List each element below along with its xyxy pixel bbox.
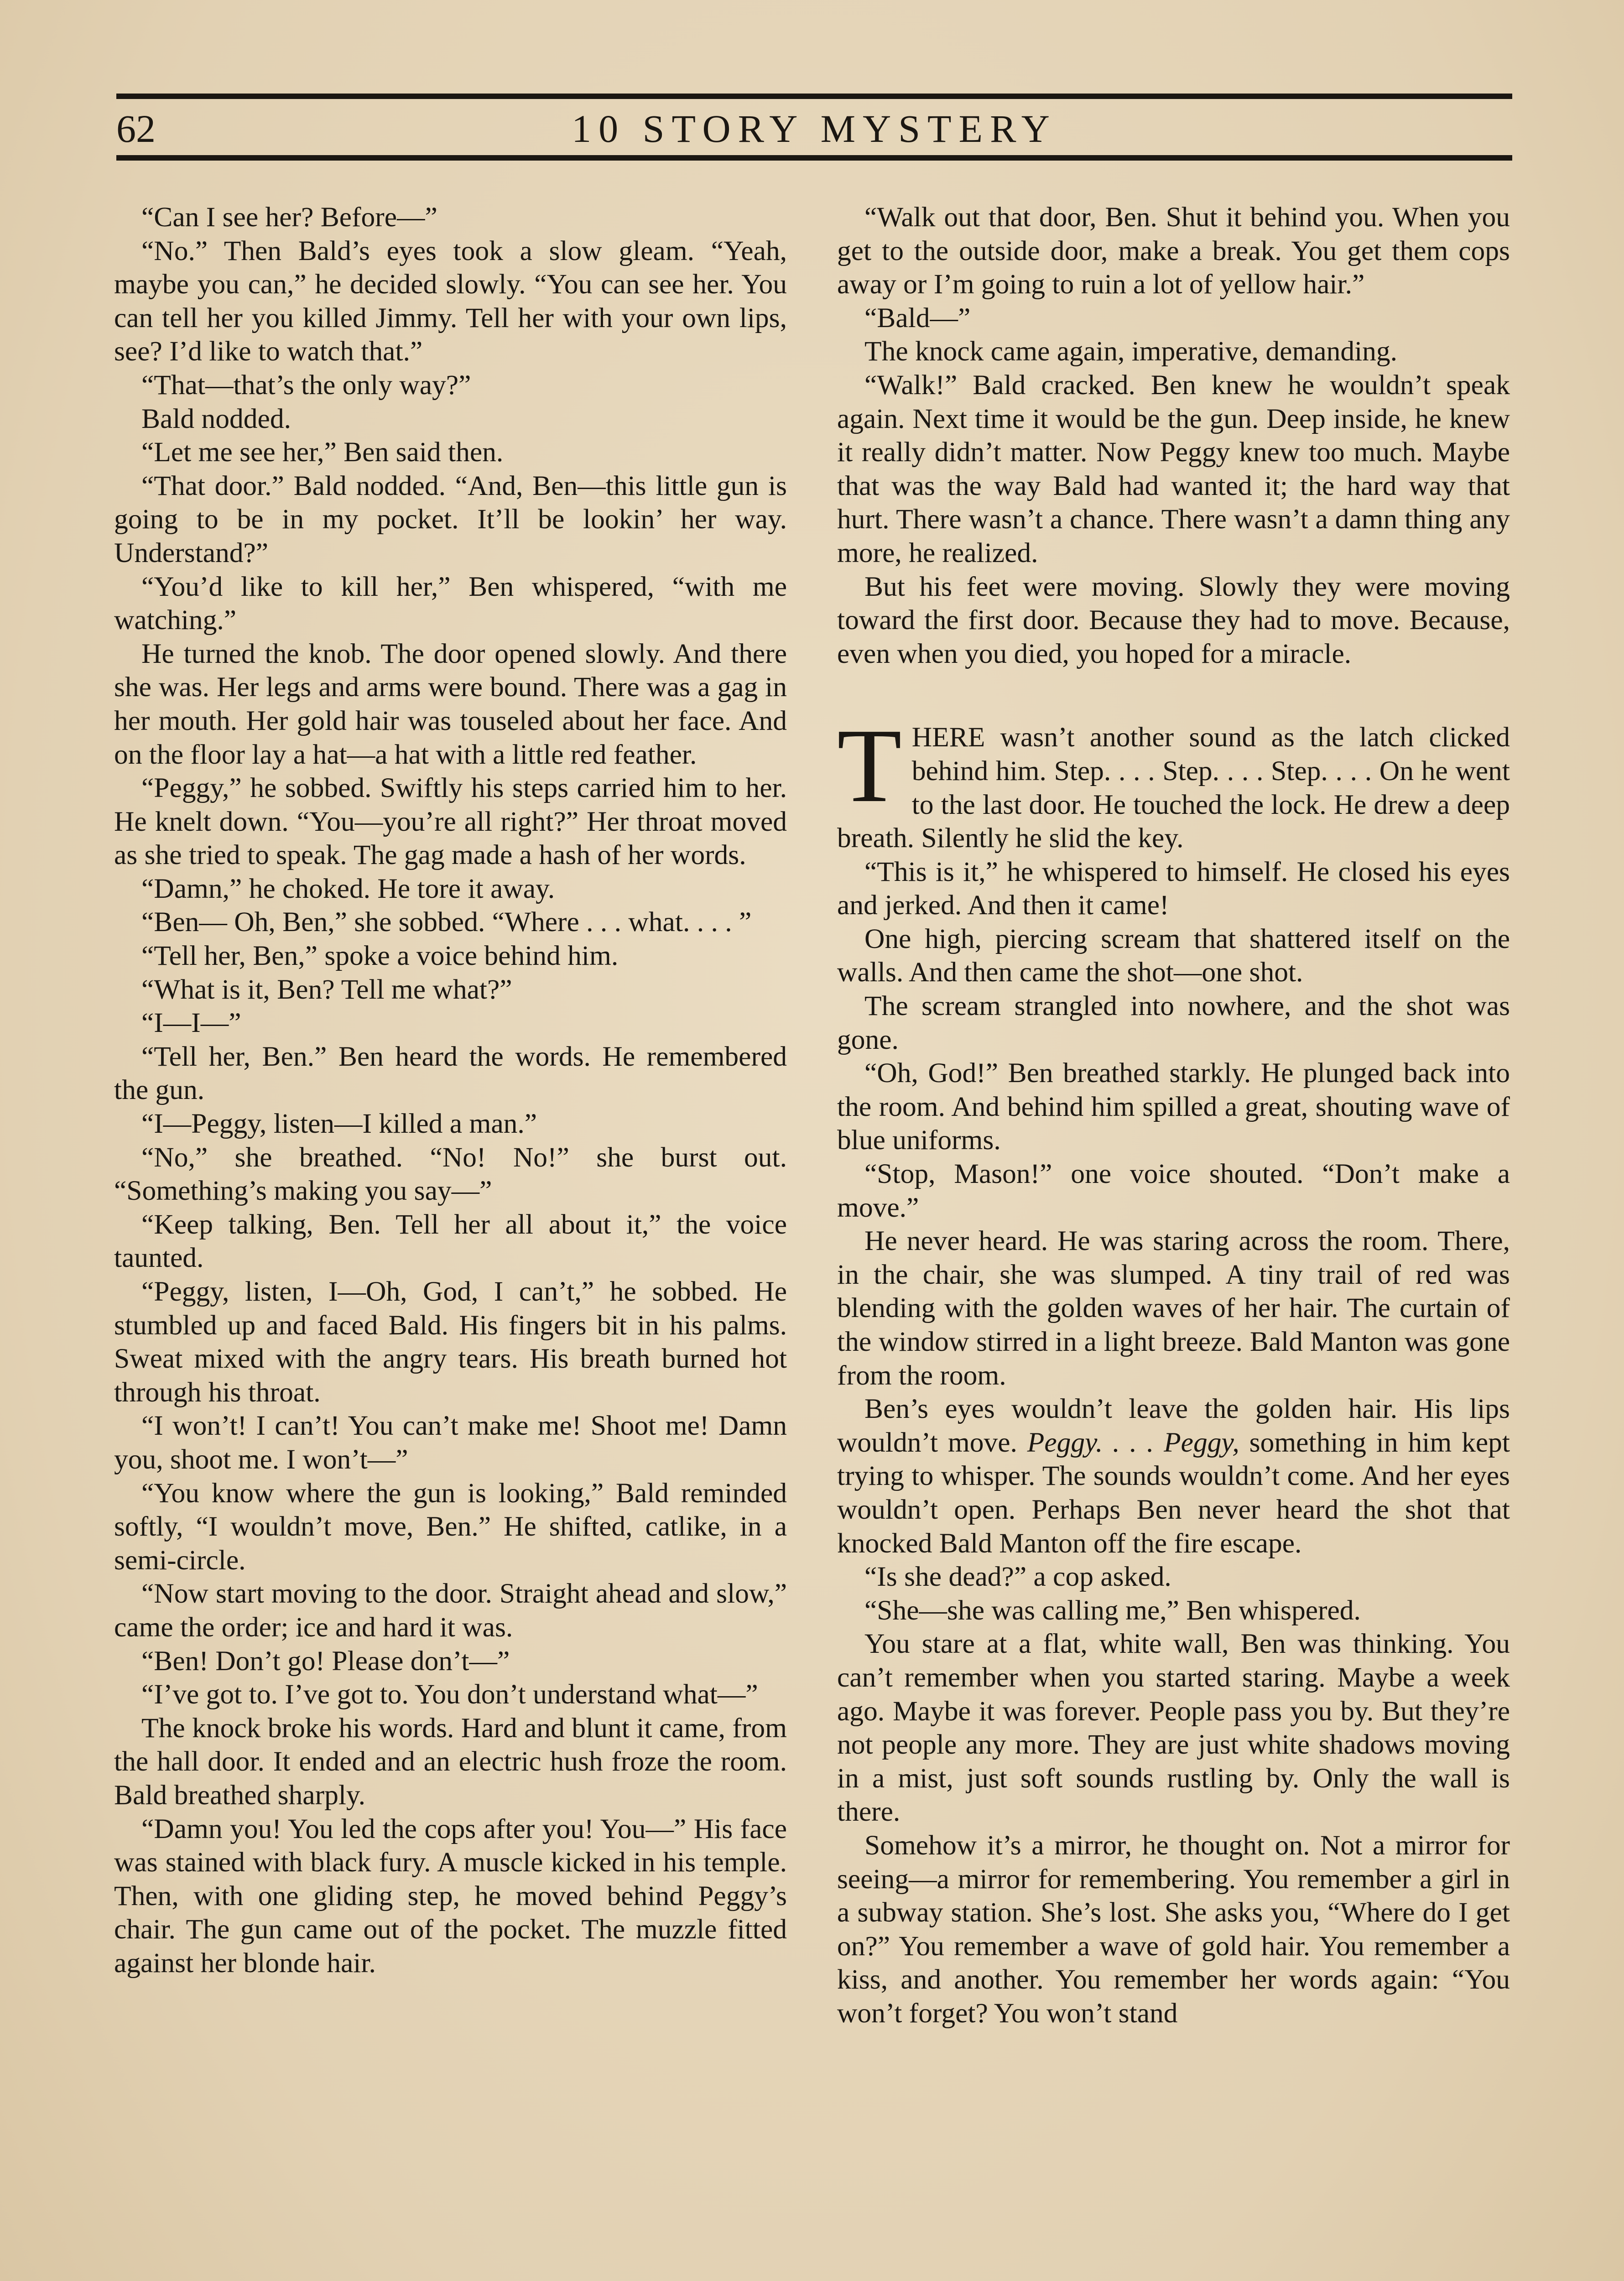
paragraph: One high, piercing scream that shattered itself on the walls. And then came the shot—one shot. — [837, 923, 1510, 988]
paragraph: “I—I—” — [141, 1007, 241, 1039]
paragraph: “Oh, God!” Ben breathed starkly. He plunged back into the room. And behind him spilled a great, shouting wave of blue uniforms. — [837, 1057, 1510, 1156]
paragraph: But his feet were moving. Slowly they were moving toward the first door. Because they had to move. Because, even when you died, you hoped for a miracle. — [837, 571, 1510, 669]
paragraph: “She—she was calling me,” Ben whispered. — [864, 1594, 1361, 1626]
paragraph: “That door.” Bald nodded. “And, Ben—this little gun is going to be in my pocket. It’ll be lookin’ her way. Understand?” — [114, 470, 787, 568]
page-number: 62 — [116, 107, 156, 151]
paragraph: “Bald—” — [864, 302, 971, 333]
paragraph: He turned the knob. The door opened slowly. And there she was. Her legs and arms were bound. There was a gag in her mouth. Her gold hair was touseled about her face. And on the floor lay a hat—a hat with a little red feather. — [114, 638, 787, 770]
page-header — [116, 104, 1512, 153]
paragraph: “Damn,” he choked. He tore it away. — [141, 873, 555, 904]
paragraph: “Tell her, Ben,” spoke a voice behind him. — [141, 940, 619, 972]
paragraph: “No,” she breathed. “No! No!” she burst out. “Something’s making you say—” — [114, 1141, 787, 1207]
section-break-paragraph — [837, 707, 1510, 855]
text-run: something in him kept trying to whisper. The sounds wouldn’t come. And her eyes wouldn’t open. Perhaps Ben never heard the shot that knocked Bald Manton off the fire escape. — [837, 1427, 1510, 1559]
drop-cap-text: HERE wasn’t another sound as the latch clicked behind him. Step. . . . Step. . . . Step. . . . On he went to the last door. He touched the lock. He drew a deep breath. Silently he slid the key. — [837, 722, 1510, 854]
paragraph: “No.” Then Bald’s eyes took a slow gleam. “Yeah, maybe you can,” he decided slowly. “You can see her. You can tell her you killed Jimmy. Tell her with your own lips, see? I’d like to watch that.” — [114, 235, 787, 367]
paragraph: “That—that’s the only way?” — [141, 369, 471, 401]
paragraph: The scream strangled into nowhere, and the shot was gone. — [837, 990, 1510, 1055]
paragraph: “Keep talking, Ben. Tell her all about it,” the voice taunted. — [114, 1208, 787, 1274]
paragraph: Somehow it’s a mirror, he thought on. Not a mirror for seeing—a mirror for remembering. You remember a girl in a subway station. She’s lost. She asks you, “Where do I get on?” You remember a wave of gold hair. You remember a kiss, and another. You remember her words again: “You won’t forget? You won’t stand — [837, 1829, 1510, 2029]
paragraph: The knock came again, imperative, demanding. — [864, 336, 1398, 367]
paragraph: “This is it,” he whispered to himself. He closed his eyes and jerked. And then it came! — [837, 856, 1510, 921]
paragraph: You stare at a flat, white wall, Ben was thinking. You can’t remember when you started staring. Maybe a week ago. Maybe it was forever. People pass you by. But they’re not people any more. They are just white shadows moving in a mist, just soft sounds rustling by. Only the wall is there. — [837, 1628, 1510, 1828]
paragraph: “I’ve got to. I’ve got to. You don’t understand what—” — [141, 1679, 758, 1710]
paragraph: “Stop, Mason!” one voice shouted. “Don’t make a move.” — [837, 1158, 1510, 1223]
paragraph: “You know where the gun is looking,” Bald reminded softly, “I wouldn’t move, Ben.” He shifted, catlike, in a semi-circle. — [114, 1477, 787, 1576]
paragraph: “Walk out that door, Ben. Shut it behind you. When you get to the outside door, make a break. You get them cops away or I’m going to ruin a lot of yellow hair.” — [837, 202, 1510, 300]
paragraph: “Peggy, listen, I—Oh, God, I can’t,” he sobbed. He stumbled up and faced Bald. His fingers bit in his palms. Sweat mixed with the angry tears. His breath burned hot through his throat. — [114, 1276, 787, 1408]
paragraph: “Damn you! You led the cops after you! You—” His face was stained with black fury. A muscle kicked in his temple. Then, with one gliding step, he moved behind Peggy’s chair. The gun came out of the pocket. The muzzle fitted against her blonde hair. — [114, 1813, 787, 1979]
paragraph: “Is she dead?” a cop asked. — [864, 1561, 1171, 1593]
paragraph: “Walk!” Bald cracked. Ben knew he wouldn’t speak again. Next time it would be the gun. Deep inside, he knew it really didn’t matter. Now Peggy knew too much. Maybe that was the way Bald had wanted it; the hard way that hurt. There wasn’t a chance. There wasn’t a damn thing any more, he realized. — [837, 369, 1510, 568]
header-top-rule — [116, 94, 1512, 99]
paragraph: “I won’t! I can’t! You can’t make me! Shoot me! Damn you, shoot me. I won’t—” — [114, 1410, 787, 1475]
paragraph: The knock broke his words. Hard and blunt it came, from the hall door. It ended and an electric hush froze the room. Bald breathed sharply. — [114, 1712, 787, 1811]
header-bottom-rule — [116, 155, 1512, 161]
paragraph: “Peggy,” he sobbed. Swiftly his steps carried him to her. He knelt down. “You—you’re all right?” Her throat moved as she tried to speak. The gag made a hash of her words. — [114, 772, 787, 871]
paragraph: “Let me see her,” Ben said then. — [141, 437, 504, 468]
paragraph: Bald nodded. — [141, 403, 291, 434]
text-run: Ben’s eyes wouldn’t leave the golden hair. His lips wouldn’t move. — [837, 1393, 1510, 1458]
paragraph: “Now start moving to the door. Straight ahead and slow,” came the order; ice and hard it was. — [114, 1578, 787, 1643]
left-column — [114, 201, 787, 1980]
paragraph: “What is it, Ben? Tell me what?” — [141, 974, 512, 1005]
paragraph: “Ben! Don’t go! Please don’t—” — [141, 1645, 510, 1677]
drop-cap: T — [837, 707, 902, 825]
right-column — [837, 201, 1510, 2030]
paragraph: He never heard. He was staring across the room. There, in the chair, she was slumped. A tiny trail of red was blending with the golden waves of her hair. The curtain of the window stirred in a light breeze. Bald Manton was gone from the room. — [837, 1225, 1510, 1391]
paragraph: “I—Peggy, listen—I killed a man.” — [141, 1108, 537, 1140]
running-title: 10 STORY MYSTERY — [572, 107, 1057, 151]
paragraph: “Can I see her? Before—” — [141, 202, 437, 233]
paragraph: “Ben— Oh, Ben,” she sobbed. “Where . . . what. . . . ” — [141, 906, 752, 938]
paragraph: “You’d like to kill her,” Ben whispered, “with me watching.” — [114, 571, 787, 636]
paragraph: “Tell her, Ben.” Ben heard the words. He remembered the gun. — [114, 1041, 787, 1106]
italic-text: Peggy. . . . Peggy, — [1027, 1427, 1239, 1458]
paragraph — [837, 1392, 1510, 1560]
